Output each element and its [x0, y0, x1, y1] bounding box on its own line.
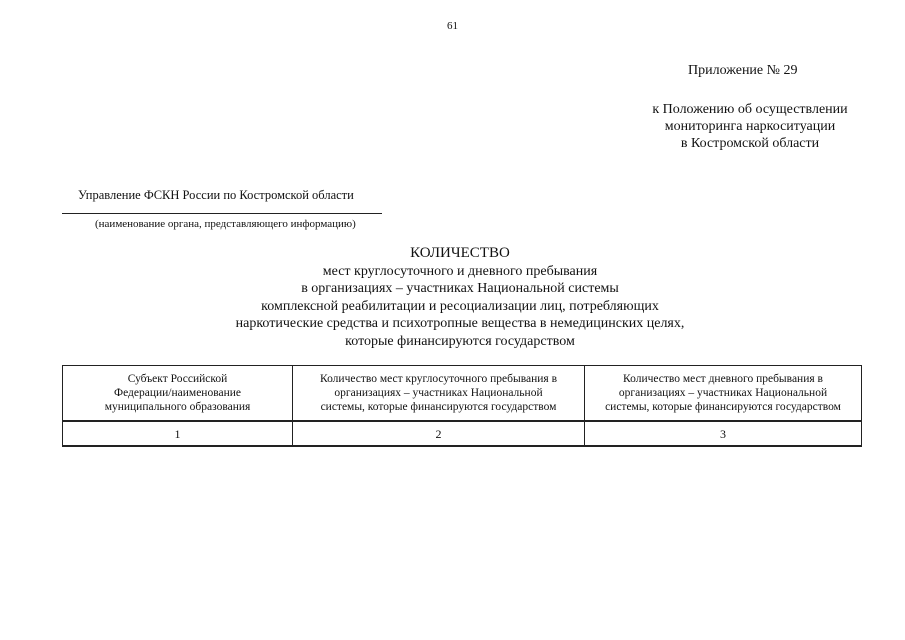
header-cell-round-the-clock: Количество мест круглосуточного пребывания в организациях – участниках Национальной системы, которые финансируются государством: [293, 366, 585, 422]
appendix-label: Приложение № 29: [688, 63, 798, 78]
header-cell-subject: Субъект Российской Федерации/наименование муниципального образования: [63, 366, 293, 422]
organization-caption: (наименование органа, представляющего информацию): [95, 218, 356, 230]
column-number-cell: 3: [585, 421, 862, 446]
page-number: 61: [447, 20, 458, 32]
organization-underline: [62, 213, 382, 214]
header-cell-daytime: Количество мест дневного пребывания в организациях – участниках Национальной системы, которые финансируются государством: [585, 366, 862, 422]
heading-line: наркотические средства и психотропные вещества в немедицинских целях,: [235, 316, 685, 331]
reference-line: к Положению об осуществлении: [652, 102, 848, 117]
reference-line: мониторинга наркоситуации: [664, 119, 836, 134]
heading-line: в организациях – участниках Национальной системы: [301, 281, 619, 296]
heading-line: комплексной реабилитации и ресоциализации лиц, потребляющих: [261, 298, 659, 314]
table-header-row: [63, 366, 862, 422]
places-table: [62, 365, 862, 447]
document-heading: [200, 245, 720, 350]
column-number-cell: 1: [63, 421, 293, 446]
column-number-cell: 2: [293, 421, 585, 446]
heading-line: которые финансируются государством: [345, 333, 575, 349]
organization-name: Управление ФСКН России по Костромской области: [78, 188, 354, 202]
heading-line: мест круглосуточного и дневного пребывания: [322, 263, 598, 279]
appendix-reference: [600, 101, 900, 152]
heading-title: КОЛИЧЕСТВО: [410, 245, 510, 261]
reference-line: в Костромской области: [680, 136, 820, 151]
table-row: [63, 421, 862, 446]
